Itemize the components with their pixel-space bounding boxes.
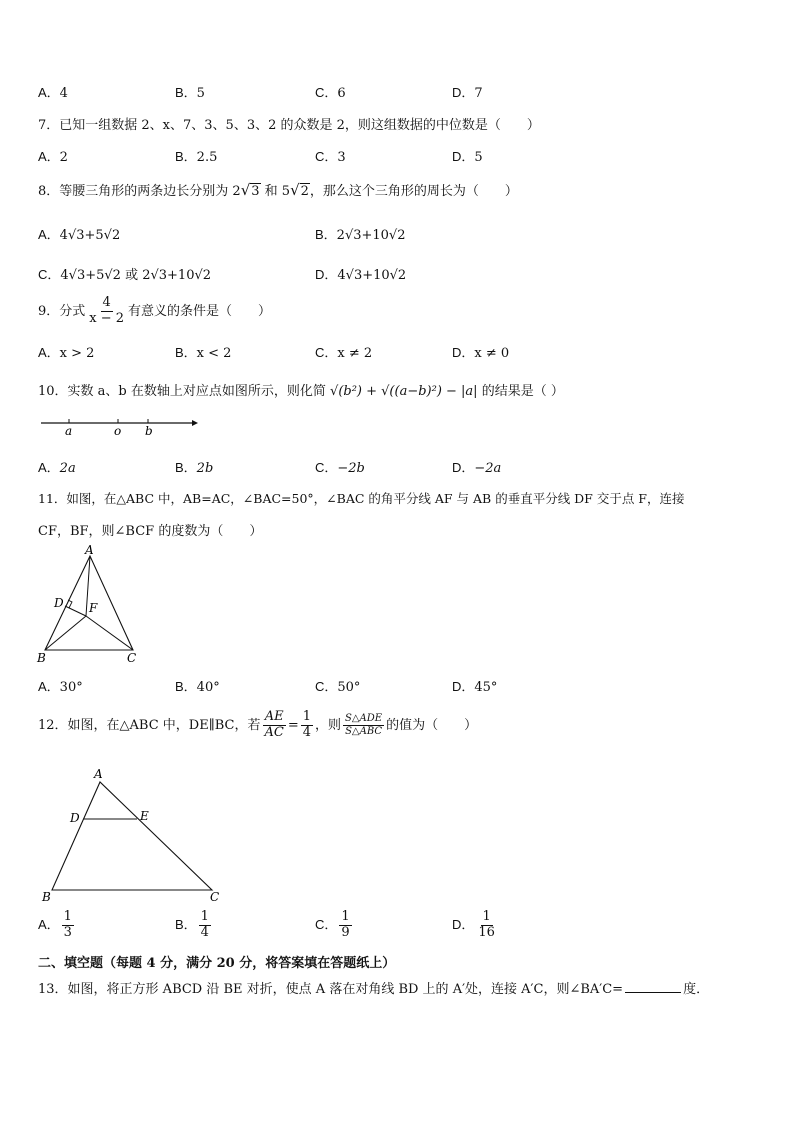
q12-option-b[interactable]: B． $\frac{1}{4}$ [175, 909, 209, 940]
q8-option-d[interactable]: D．4√3+10√2 [315, 267, 407, 283]
sqrt2: √2 [290, 181, 309, 199]
q11-triangle-figure [34, 544, 144, 668]
q7-option-b[interactable]: B．2.5 [175, 149, 218, 165]
segment-cf [86, 616, 133, 650]
q7-option-a[interactable]: A．2 [38, 149, 68, 165]
point-a-label: A [94, 767, 103, 781]
q11-option-b[interactable]: B．40° [175, 679, 220, 695]
label-a: a [65, 424, 73, 438]
sqrt3: √3 [240, 181, 260, 199]
q6-option-a[interactable]: A．4 [38, 85, 68, 101]
q6-option-d[interactable]: D．7 [452, 85, 483, 101]
q12-area-ratio: $\frac{\text{S△ADE}}{\text{S△ABC}}$ [345, 713, 383, 737]
q6-options [38, 82, 758, 102]
q11-option-c[interactable]: C．50° [315, 679, 361, 695]
point-b-label: B [37, 651, 46, 665]
q9-option-d[interactable]: D．x ≠ 0 [452, 345, 510, 361]
point-b-label: B [42, 890, 51, 904]
q7-option-d[interactable]: D．5 [452, 149, 483, 165]
segment-df [65, 606, 86, 616]
q8-stem: 8．等腰三角形的两条边长分别为 2√3 和 5√2，那么这个三角形的周长为（ ） [38, 181, 518, 199]
q9-options [38, 342, 758, 362]
number-line-arrow-icon [192, 420, 198, 426]
number-line-figure [38, 412, 202, 438]
point-e-label: E [140, 809, 149, 823]
point-c-label: C [127, 651, 137, 665]
q13-stem: 13．如图，将正方形 ABCD 沿 BE 对折，使点 A 落在对角线 BD 上的 A′处，连接 A′C，则∠BA′C= 度． [38, 982, 710, 997]
q11-stem-line1: 11．如图，在△ABC 中，AB=AC，∠BAC=50°，∠BAC 的角平分线 AF 与 AB 的垂直平分线 DF 交于点 F，连接 [38, 491, 685, 506]
q7-options [38, 146, 758, 166]
q8-options-row1 [38, 224, 758, 244]
q11-stem-line2: CF，BF，则∠BCF 的度数为（ ） [38, 524, 263, 539]
label-b: b [145, 424, 153, 438]
q10-expression: √(b²) + √((a−b)²) − |a| [330, 384, 478, 399]
q8-option-a[interactable]: A．4√3+5√2 [38, 227, 121, 243]
q11-option-a[interactable]: A．30° [38, 679, 83, 695]
q12-option-c[interactable]: C． $\frac{1}{9}$ [315, 909, 350, 940]
q6-option-c[interactable]: C．6 [315, 85, 346, 101]
segment-bf [45, 616, 86, 650]
point-f-label: F [89, 601, 98, 615]
section-heading-fill-in: 二、填空题（每题 4 分，满分 20 分，将答案填在答题纸上） [38, 956, 396, 971]
point-d-label: D [70, 811, 80, 825]
q12-stem: 12．如图，在△ABC 中，DE∥BC，若 $\frac{AE}{AC}$ = $\frac{1}{4}$ ，则 $\frac{\text{S△ADE}}{\text{S△ABC}}$ 的值为（ ） [38, 709, 478, 740]
q8-option-c[interactable]: C．4√3+5√2 或 2√3+10√2 [38, 267, 212, 283]
point-c-label: C [210, 890, 220, 904]
q9-option-b[interactable]: B．x < 2 [175, 345, 232, 361]
q12-option-d[interactable]: D． $\frac{1}{16}$ [452, 909, 495, 940]
q6-option-b[interactable]: B．5 [175, 85, 205, 101]
q10-option-b[interactable]: B．2b [175, 460, 214, 476]
q12-triangle-figure [38, 764, 228, 906]
q8-options-row2 [38, 264, 758, 284]
q9-fraction: $\frac{4}{x - 2}$ [89, 295, 125, 326]
q10-option-a[interactable]: A．2a [38, 460, 76, 476]
q12-ratio-one-quarter: $\frac{1}{4}$ [302, 709, 311, 740]
triangle-abc [52, 782, 212, 890]
answer-blank[interactable] [625, 992, 681, 993]
q10-stem: 10．实数 a、b 在数轴上对应点如图所示，则化简 √(b²) + √((a−b)²) − |a| 的结果是（ ） [38, 384, 564, 399]
q10-options [38, 457, 758, 477]
q9-option-c[interactable]: C．x ≠ 2 [315, 345, 373, 361]
q10-option-d[interactable]: D．−2a [452, 460, 502, 476]
point-d-label: D [54, 596, 64, 610]
q7-option-c[interactable]: C．3 [315, 149, 346, 165]
q7-stem: 7．已知一组数据 2、x、7、3、5、3、2 的众数是 2，则这组数据的中位数是（ ） [38, 118, 540, 133]
point-a-label: A [85, 544, 94, 557]
q10-option-c[interactable]: C．−2b [315, 460, 365, 476]
q9-stem: 9．分式 $\frac{4}{x - 2}$ 有意义的条件是（ ） [38, 295, 272, 326]
q12-ratio-ae-ac: $\frac{AE}{AC}$ [264, 709, 284, 740]
label-o: o [114, 424, 122, 438]
q8-option-b[interactable]: B．2√3+10√2 [315, 227, 406, 243]
q9-option-a[interactable]: A．x > 2 [38, 345, 95, 361]
q11-option-d[interactable]: D．45° [452, 679, 498, 695]
q12-option-a[interactable]: A． $\frac{1}{3}$ [38, 909, 72, 940]
q11-options [38, 676, 758, 696]
q12-options [38, 910, 758, 950]
